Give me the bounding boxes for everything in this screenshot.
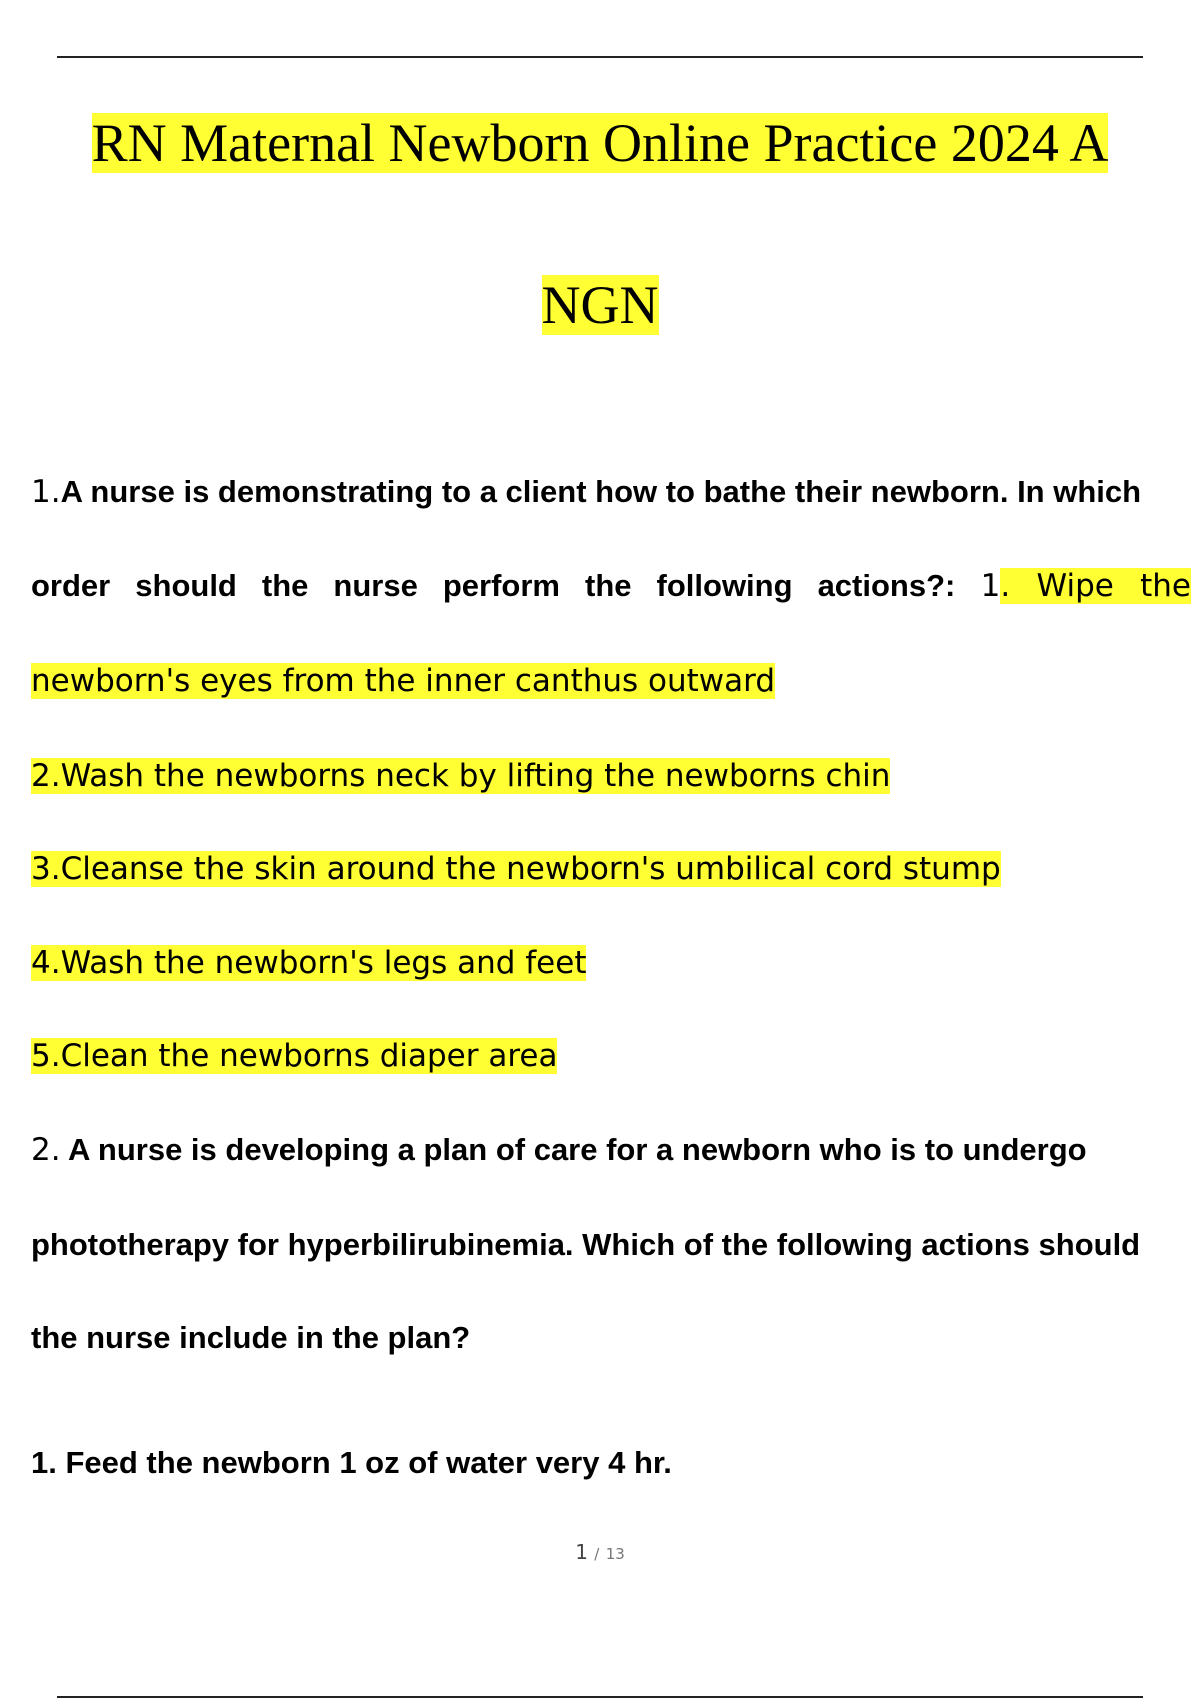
answer-option-highlight: 2.Wash the newborns neck by lifting the newborns chin (31, 758, 891, 794)
question-1-text: A nurse is demonstrating to a client how to bathe their newborn. In which (60, 474, 1142, 509)
answer-1-highlight: . Wipe the (1000, 568, 1191, 604)
answer-option-highlight: 5.Clean the newborns diaper area (31, 1038, 558, 1074)
bottom-rule (57, 1696, 1143, 1698)
answer-option-2 (31, 755, 890, 796)
title-highlight: NGN (541, 275, 659, 335)
answer-1-highlight-continued: newborn's eyes from the inner canthus outward (31, 663, 776, 699)
question-1-line-1 (31, 472, 1141, 512)
question-2-option-text: 1. Feed the newborn 1 oz of water very 4 hr. (31, 1445, 672, 1480)
page-current: 1 (575, 1540, 588, 1564)
question-2-line-2 (31, 1225, 1140, 1265)
question-2-option-1 (31, 1443, 672, 1483)
document-title-line-2 (0, 272, 1200, 338)
question-1-text-continued: order should the nurse perform the following actions?: (31, 568, 956, 603)
title-highlight: RN Maternal Newborn Online Practice 2024 A (91, 113, 1109, 173)
answer-option-5 (31, 1035, 557, 1076)
question-2-text-end: the nurse include in the plan? (31, 1320, 471, 1355)
question-2-text-continued: phototherapy for hyperbilirubinemia. Which of the following actions should (31, 1227, 1141, 1262)
answer-option-highlight: 3.Cleanse the skin around the newborn's umbilical cord stump (31, 851, 1001, 887)
page-separator: / (594, 1545, 600, 1563)
answer-1-prefix: 1 (980, 568, 1001, 604)
question-1-line-2 (31, 565, 1191, 606)
question-1-number: 1. (31, 474, 61, 510)
page-total: 13 (605, 1545, 625, 1563)
page-number (0, 1540, 1200, 1564)
answer-option-highlight: 4.Wash the newborn's legs and feet (31, 945, 587, 981)
question-2-line-1 (31, 1130, 1087, 1170)
answer-1-line-2 (31, 660, 775, 701)
top-rule (57, 56, 1143, 58)
question-2-line-3 (31, 1318, 470, 1358)
answer-option-3 (31, 848, 1001, 889)
document-title-line-1 (0, 110, 1200, 176)
question-2-number: 2. (31, 1132, 61, 1168)
question-2-text: A nurse is developing a plan of care for a newborn who is to undergo (68, 1132, 1087, 1167)
answer-option-4 (31, 942, 586, 983)
